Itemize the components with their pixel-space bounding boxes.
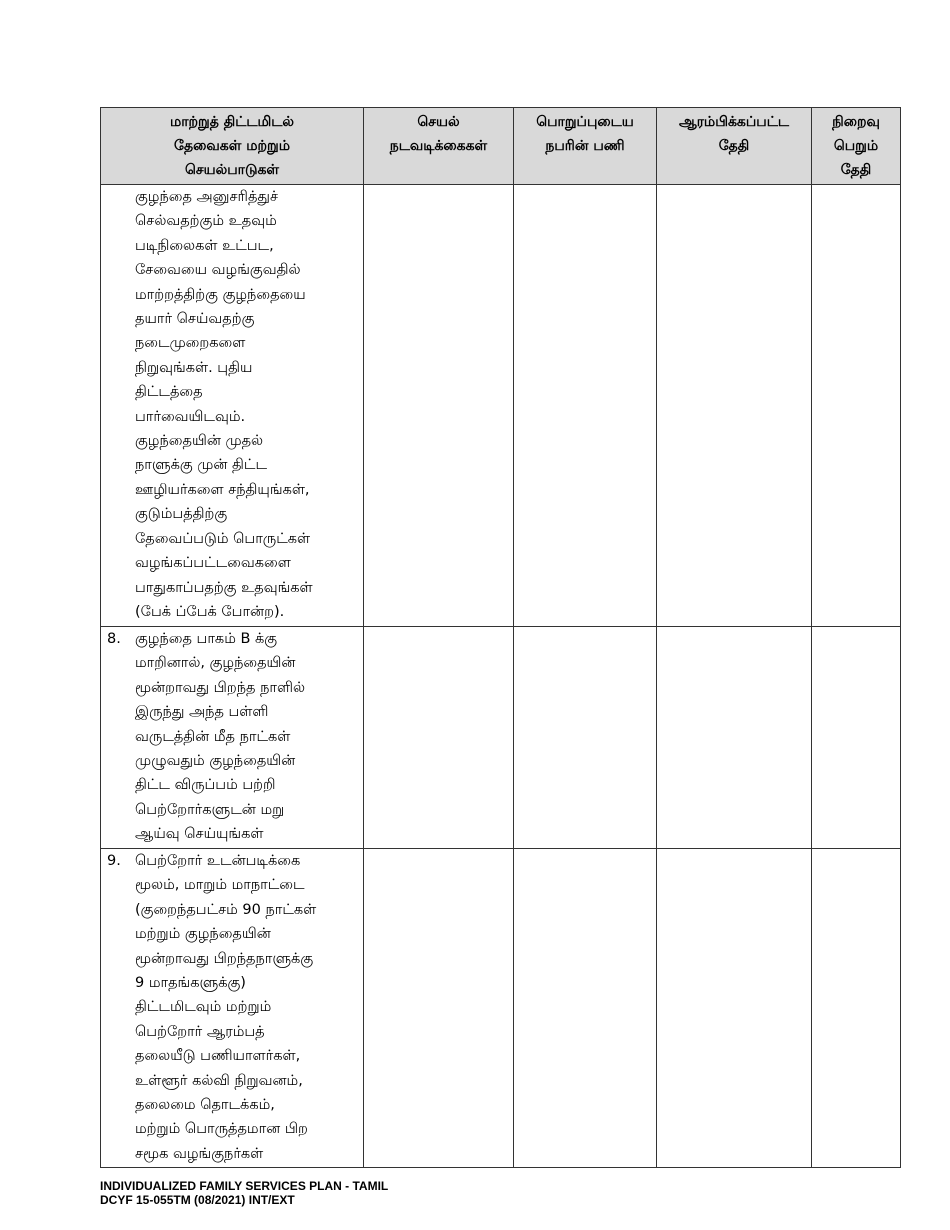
responsible-person-cell[interactable]	[514, 849, 657, 1168]
responsible-person-cell[interactable]	[514, 627, 657, 849]
header-action-steps: செயல் நடவடிக்கைகள்	[364, 108, 514, 185]
form-code: DCYF 15-055TM (08/2021) INT/EXT	[100, 1193, 295, 1207]
completion-date-cell[interactable]	[812, 627, 901, 849]
item-number: 8.	[107, 631, 121, 647]
form-title: INDIVIDUALIZED FAMILY SERVICES PLAN - TAMIL	[100, 1179, 389, 1193]
responsible-person-cell[interactable]	[514, 185, 657, 627]
requirement-cell	[101, 627, 364, 849]
start-date-cell[interactable]	[657, 627, 812, 849]
completion-date-cell[interactable]	[812, 185, 901, 627]
requirement-text: குழந்தை பாகம் B க்கு மாறினால், குழந்தையின் மூன்றாவது பிறந்த நாளில் இருந்து அந்த பள்ளி வருடத்தின் மீத நாட்கள் முழுவதும் குழந்தையின் திட்ட விருப்பம் பற்றி பெற்றோர்களுடன் மறு ஆய்வு செய்யுங்கள்	[135, 631, 306, 843]
header-completion-date: நிறைவு பெறும் தேதி	[812, 108, 901, 185]
action-steps-cell[interactable]	[364, 627, 514, 849]
completion-date-cell[interactable]	[812, 849, 901, 1168]
form-footer	[100, 1179, 388, 1207]
plan-table	[100, 107, 901, 1168]
requirement-text: குழந்தை அனுசரித்துச் செல்வதற்கும் உதவும் படிநிலைகள் உட்பட, சேவையை வழங்குவதில் மாற்றத்திற்கு குழந்தையை தயார் செய்வதற்கு நடைமுறைகளை நிறுவுங்கள். புதிய திட்டத்தை பார்வையிடவும். குழந்தையின் முதல் நாளுக்கு முன் திட்ட ஊழியர்களை சந்தியுங்கள், குடும்பத்திற்கு தேவைப்படும் பொருட்கள் வழங்கப்பட்டவைகளை பாதுகாப்பதற்கு உதவுங்கள் (பேக் ப்பேக் போன்ற).	[135, 189, 313, 620]
action-steps-cell[interactable]	[364, 849, 514, 1168]
header-responsible-person: பொறுப்புடைய நபரின் பணி	[514, 108, 657, 185]
requirement-cell	[101, 849, 364, 1168]
header-row	[101, 108, 901, 185]
table-row	[101, 849, 901, 1168]
header-requirements: மாற்றுத் திட்டமிடல் தேவைகள் மற்றும் செயல்பாடுகள்	[101, 108, 364, 185]
requirement-text: பெற்றோர் உடன்படிக்கை மூலம், மாறும் மாநாட்டை (குறைந்தபட்சம் 90 நாட்கள் மற்றும் குழந்தையின் மூன்றாவது பிறந்தநாளுக்கு 9 மாதங்களுக்கு) திட்டமிடவும் மற்றும் பெற்றோர் ஆரம்பத் தலையீடு பணியாளர்கள், உள்ளூர் கல்வி நிறுவனம், தலைமை தொடக்கம், மற்றும் பொருத்தமான பிற சமூக வழங்குநர்கள்	[135, 853, 317, 1162]
header-start-date: ஆரம்பிக்கப்பட்ட தேதி	[657, 108, 812, 185]
start-date-cell[interactable]	[657, 185, 812, 627]
item-number: 9.	[107, 853, 121, 869]
requirement-cell	[101, 185, 364, 627]
table-row	[101, 627, 901, 849]
action-steps-cell[interactable]	[364, 185, 514, 627]
table-row	[101, 185, 901, 627]
start-date-cell[interactable]	[657, 849, 812, 1168]
